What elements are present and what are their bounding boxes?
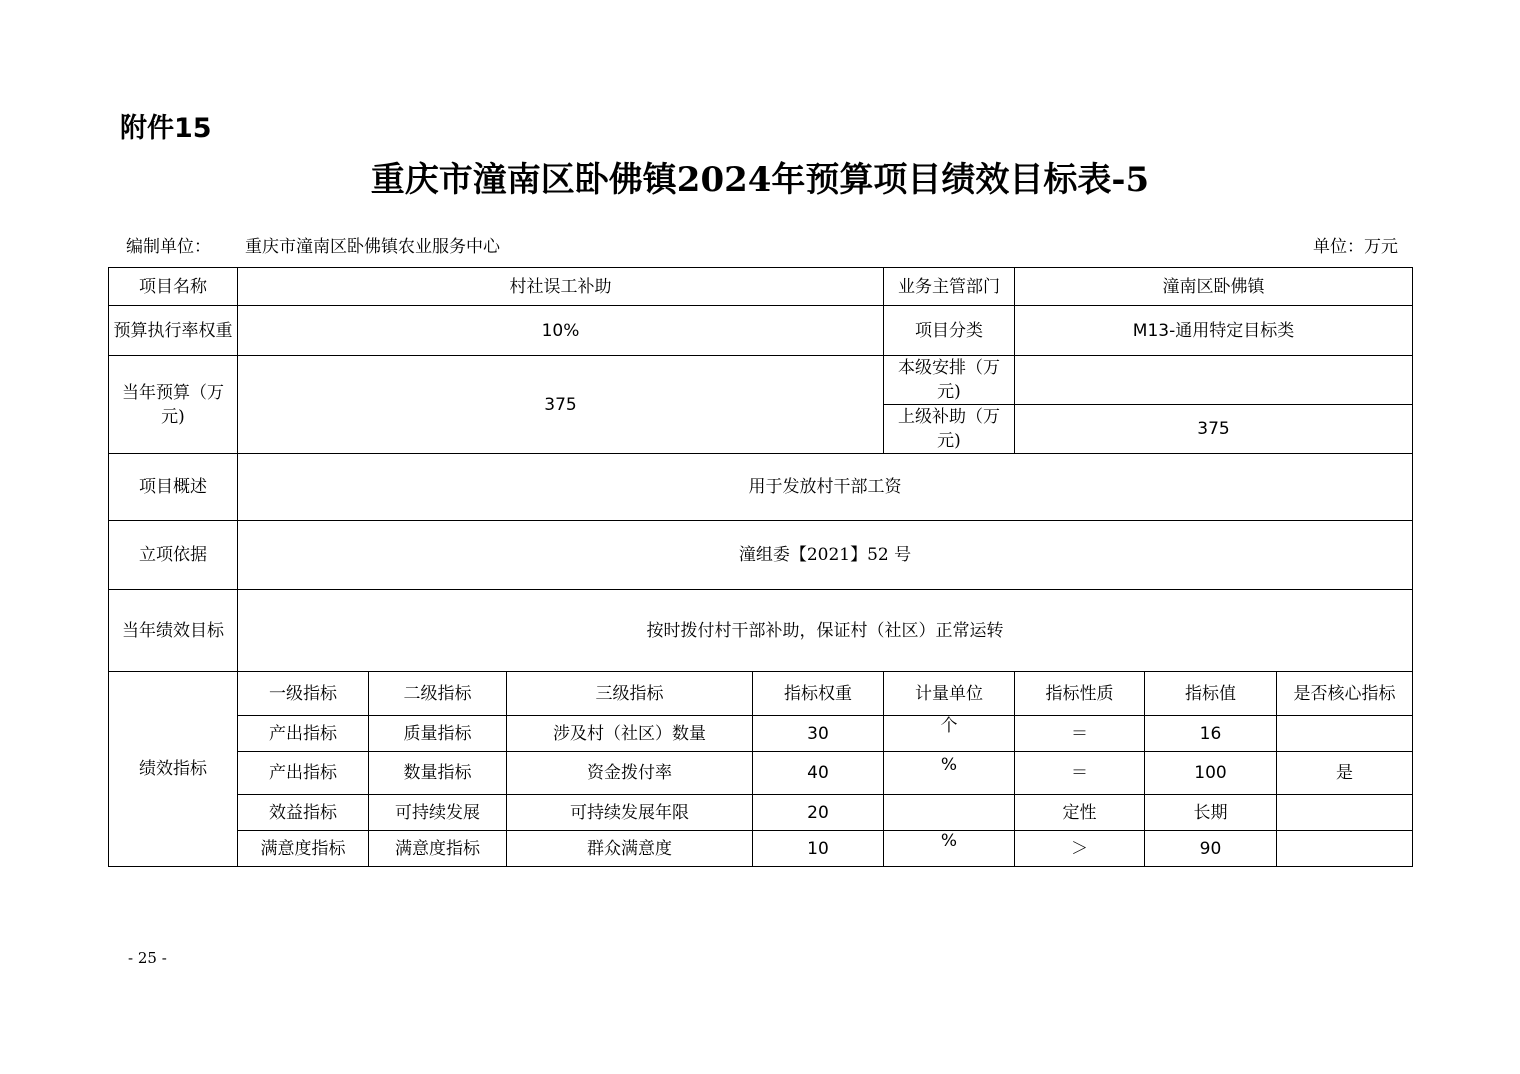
unit-label: 单位：万元 (1313, 237, 1398, 257)
project-name-value: 村社误工补助 (238, 268, 884, 306)
compiler-info (126, 232, 500, 257)
unit-cell (884, 716, 1015, 752)
core-cell (1277, 716, 1413, 752)
table-row (109, 716, 1413, 752)
level2-cell: 可持续发展 (369, 795, 507, 831)
header-level2: 二级指标 (369, 672, 507, 716)
exec-weight-value: 10% (238, 306, 884, 356)
level1-cell: 产出指标 (238, 752, 369, 795)
level2-cell: 质量指标 (369, 716, 507, 752)
unit-cell (884, 831, 1015, 867)
header-weight: 指标权重 (753, 672, 884, 716)
header-level3: 三级指标 (507, 672, 753, 716)
page-title: 重庆市潼南区卧佛镇2024年预算项目绩效目标表-5 (370, 160, 1150, 200)
exec-weight-label: 预算执行率权重 (109, 306, 238, 356)
goal-value: 按时拨付村干部补助，保证村（社区）正常运转 (238, 590, 1413, 672)
basis-label: 立项依据 (109, 521, 238, 590)
unit-cell (884, 752, 1015, 795)
nature-cell: ＝ (1015, 752, 1145, 795)
header-core: 是否核心指标 (1277, 672, 1413, 716)
core-cell (1277, 831, 1413, 867)
budget-value: 375 (238, 356, 884, 454)
local-budget-value (1015, 356, 1413, 405)
row-exec-weight (109, 306, 1413, 356)
level2-cell: 满意度指标 (369, 831, 507, 867)
local-budget-label: 本级安排（万元) (884, 356, 1015, 405)
value-cell: 长期 (1145, 795, 1277, 831)
basis-value: 潼组委【2021】52 号 (238, 521, 1413, 590)
value-cell: 16 (1145, 716, 1277, 752)
level3-cell: 资金拨付率 (507, 752, 753, 795)
perf-label: 绩效指标 (109, 672, 238, 867)
overview-label: 项目概述 (109, 454, 238, 521)
nature-cell: 定性 (1015, 795, 1145, 831)
table-row (109, 831, 1413, 867)
weight-cell: 40 (753, 752, 884, 795)
upper-subsidy-value: 375 (1015, 405, 1413, 454)
level1-cell: 产出指标 (238, 716, 369, 752)
core-cell (1277, 795, 1413, 831)
row-goal (109, 590, 1413, 672)
level3-cell: 可持续发展年限 (507, 795, 753, 831)
category-label: 项目分类 (884, 306, 1015, 356)
weight-cell: 10 (753, 831, 884, 867)
header-level1: 一级指标 (238, 672, 369, 716)
nature-cell: ＞ (1015, 831, 1145, 867)
dept-label: 业务主管部门 (884, 268, 1015, 306)
core-cell: 是 (1277, 752, 1413, 795)
budget-label: 当年预算（万元) (109, 356, 238, 454)
overview-value: 用于发放村干部工资 (238, 454, 1413, 521)
header-value: 指标值 (1145, 672, 1277, 716)
header-nature: 指标性质 (1015, 672, 1145, 716)
table-row (109, 752, 1413, 795)
project-name-label: 项目名称 (109, 268, 238, 306)
dept-value: 潼南区卧佛镇 (1015, 268, 1413, 306)
value-cell: 90 (1145, 831, 1277, 867)
header-unit: 计量单位 (884, 672, 1015, 716)
perf-header-row (109, 672, 1413, 716)
unit-text: % (940, 755, 958, 775)
level3-cell: 群众满意度 (507, 831, 753, 867)
level1-cell: 满意度指标 (238, 831, 369, 867)
weight-cell: 30 (753, 716, 884, 752)
row-budget-local (109, 356, 1413, 405)
table-row (109, 795, 1413, 831)
unit-text: 个 (940, 715, 958, 736)
weight-cell: 20 (753, 795, 884, 831)
row-overview (109, 454, 1413, 521)
nature-cell: ＝ (1015, 716, 1145, 752)
compiler-label: 编制单位： (126, 237, 211, 257)
performance-target-table (108, 267, 1413, 867)
upper-subsidy-label: 上级补助（万元) (884, 405, 1015, 454)
goal-label: 当年绩效目标 (109, 590, 238, 672)
page-number: - 25 - (128, 949, 167, 967)
level1-cell: 效益指标 (238, 795, 369, 831)
unit-text: % (940, 830, 958, 851)
row-basis (109, 521, 1413, 590)
level2-cell: 数量指标 (369, 752, 507, 795)
row-project-name (109, 268, 1413, 306)
unit-cell (884, 795, 1015, 831)
value-cell: 100 (1145, 752, 1277, 795)
attachment-label: 附件15 (120, 113, 212, 144)
compiler-org: 重庆市潼南区卧佛镇农业服务中心 (245, 237, 500, 257)
level3-cell: 涉及村（社区）数量 (507, 716, 753, 752)
category-value: M13-通用特定目标类 (1015, 306, 1413, 356)
